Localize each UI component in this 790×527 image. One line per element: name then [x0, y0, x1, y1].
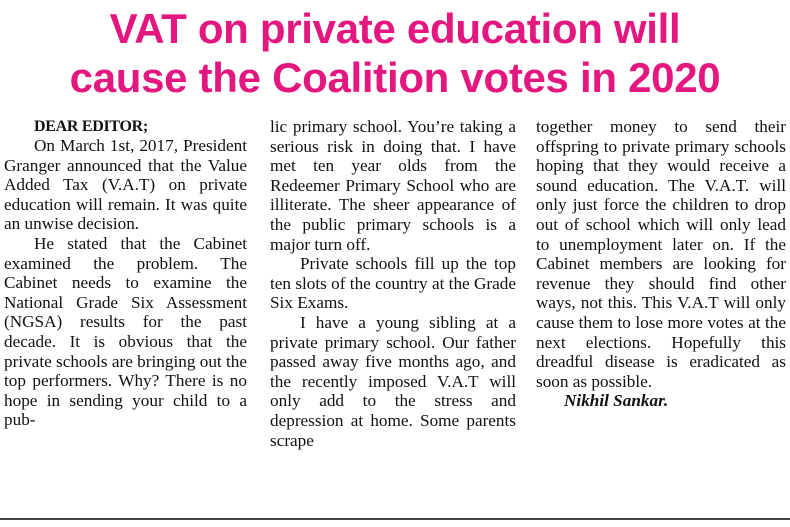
- paragraph: together money to send their offspring to private primary schools hoping that they would receive a sound education. The V.A.T. will only just force the children to drop out of school which will only lead to unemployment later on. If the Cabinet members are looking for revenue they should find other ways, not this. This V.A.T will only cause them to lose more votes at the next elections. Hopefully this dreadful disease is eradicated as soon as possible.: [536, 117, 786, 391]
- letter-body: [4, 117, 786, 513]
- column-1: [4, 117, 247, 513]
- paragraph: lic primary school. You’re taking a serious risk in doing that. I have met ten year olds from the Redeemer Primary School who are illiterate. The sheer appearance of the public primary schools is a major turn off.: [270, 117, 516, 254]
- signature: Nikhil Sankar.: [564, 391, 669, 411]
- headline: [0, 4, 790, 102]
- paragraph: I have a young sibling at a private primary school. Our father passed away five months ago, and the recently imposed V.A.T will only add to the stress and depression at home. Some parents scrape: [270, 312, 516, 450]
- paragraph: He stated that the Cabinet examined the problem. The Cabinet needs to examine the National Grade Six Assessment (NGSA) results for the past decade. It is obvious that the private schools are bringing out the top performers. Why? There is no hope in sending your child to a pub-: [4, 233, 247, 430]
- headline-line-2: cause the Coalition votes in 2020: [69, 54, 721, 101]
- paragraph: Private schools fill up the top ten slots of the country at the Grade Six Exams.: [270, 254, 516, 313]
- paragraph: On March 1st, 2017, President Granger announced that the Value Added Tax (V.A.T) on private education will remain. It was quite an unwise decision.: [4, 136, 247, 234]
- salutation: DEAR EDITOR;: [34, 118, 148, 135]
- bottom-divider: [0, 518, 790, 520]
- headline-line-1: VAT on private education will: [109, 5, 681, 52]
- column-2: [270, 117, 516, 513]
- column-3: [536, 117, 786, 513]
